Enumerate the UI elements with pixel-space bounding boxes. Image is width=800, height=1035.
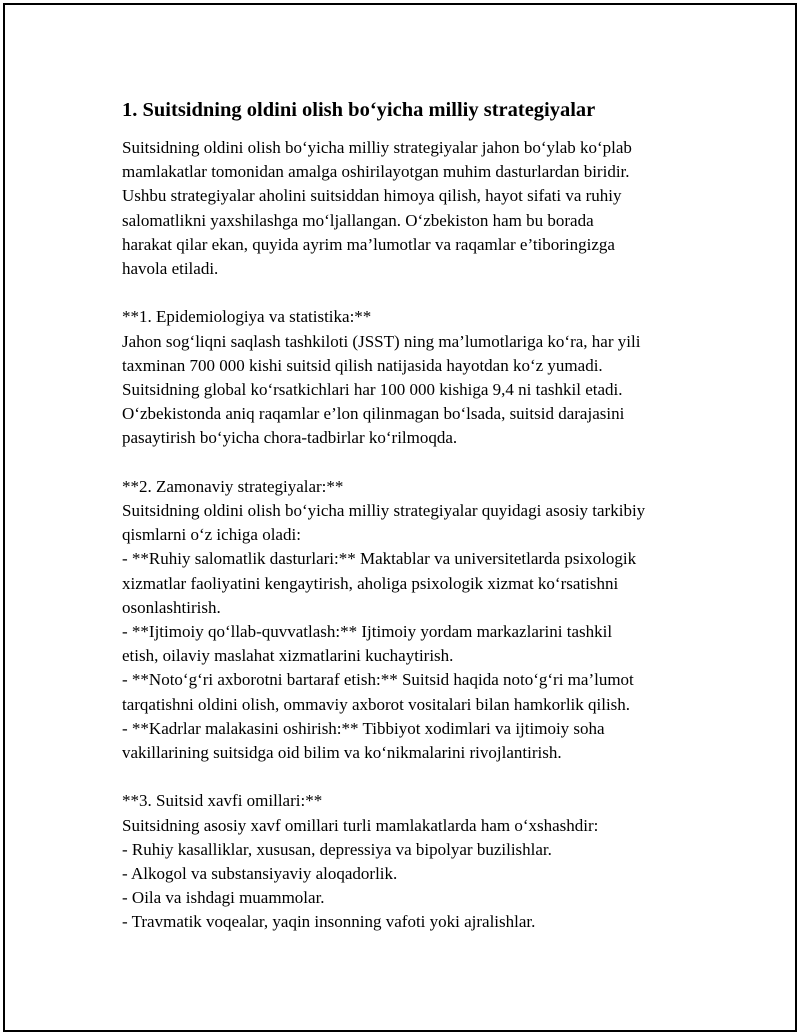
section-line: Suitsidning asosiy xavf omillari turli mamlakatlarda ham o‘xshashdir: <box>122 815 599 835</box>
intro-line: Suitsidning oldini olish bo‘yicha milliy strategiyalar jahon bo‘ylab ko‘plab <box>122 138 632 157</box>
intro-line: mamlakatlar tomonidan amalga oshirilayotgan muhim dasturlardan biridir. <box>122 162 630 182</box>
section-line: pasaytirish bo‘yicha chora-tadbirlar ko‘rilmoqda. <box>122 428 458 448</box>
list-item: - **Ijtimoiy qo‘llab-quvvatlash:** Ijtimoiy yordam markazlarini tashkil <box>122 622 613 642</box>
section-line: qismlarni o‘z ichiga oladi: <box>122 525 301 545</box>
section-strategies <box>122 475 702 765</box>
list-item: - **Noto‘g‘ri axborotni bartaraf etish:** Suitsid haqida noto‘g‘ri ma’lumot <box>122 670 634 690</box>
paragraph-spacer <box>122 451 702 475</box>
list-item-continuation: osonlashtirish. <box>122 597 221 617</box>
list-item-continuation: vakillarining suitsidga oid bilim va ko‘nikmalarini rivojlantirish. <box>122 743 562 763</box>
paragraph-spacer <box>122 281 702 305</box>
section-line: O‘zbekistonda aniq raqamlar e’lon qilinmagan bo‘lsada, suitsid darajasini <box>122 404 625 424</box>
section-line: Suitsidning global ko‘rsatkichlari har 100 000 kishiga 9,4 ni tashkil etadi. <box>122 380 623 400</box>
paragraph-spacer <box>122 765 702 789</box>
list-item-continuation: etish, oilaviy maslahat xizmatlarini kuchaytirish. <box>122 646 454 666</box>
page-border <box>3 3 797 1032</box>
intro-paragraph <box>122 136 702 281</box>
section-risk-factors <box>122 789 702 934</box>
intro-line: salomatlikni yaxshilashga mo‘ljallangan. O‘zbekiston ham bu borada <box>122 210 594 230</box>
section-line: Jahon sog‘liqni saqlash tashkiloti (JSST) ning ma’lumotlariga ko‘ra, har yili <box>122 331 641 351</box>
list-item: - Ruhiy kasalliklar, xususan, depressiya va bipolyar buzilishlar. <box>122 839 552 859</box>
section-heading: **1. Epidemiologiya va statistika:** <box>122 307 372 327</box>
intro-line: Ushbu strategiyalar aholini suitsiddan himoya qilish, hayot sifati va ruhiy <box>122 186 622 206</box>
list-item-continuation: xizmatlar faoliyatini kengaytirish, aholiga psixologik xizmat ko‘rsatishni <box>122 573 619 593</box>
list-item: - Alkogol va substansiyaviy aloqadorlik. <box>122 864 398 884</box>
section-heading: **3. Suitsid xavfi omillari:** <box>122 791 323 811</box>
section-line: taxminan 700 000 kishi suitsid qilish natijasida hayotdan ko‘z yumadi. <box>122 355 603 375</box>
section-epidemiology <box>122 305 702 450</box>
intro-line: harakat qilar ekan, quyida ayrim ma’lumotlar va raqamlar e’tiboringizga <box>122 234 615 254</box>
section-heading: **2. Zamonaviy strategiyalar:** <box>122 476 344 496</box>
list-item: - **Kadrlar malakasini oshirish:** Tibbiyot xodimlari va ijtimoiy soha <box>122 718 605 738</box>
list-item: - Travmatik voqealar, yaqin insonning vafoti yoki ajralishlar. <box>122 912 536 932</box>
section-line: Suitsidning oldini olish bo‘yicha milliy strategiyalar quyidagi asosiy tarkibiy <box>122 501 646 521</box>
document-title: 1. Suitsidning oldini olish bo‘yicha milliy strategiyalar <box>122 99 596 121</box>
list-item-continuation: tarqatishni oldini olish, ommaviy axborot vositalari bilan hamkorlik qilish. <box>122 694 631 714</box>
document-body <box>122 95 702 935</box>
list-item: - Oila va ishdagi muammolar. <box>122 888 325 908</box>
intro-line: havola etiladi. <box>122 259 219 279</box>
list-item: - **Ruhiy salomatlik dasturlari:** Maktablar va universitetlarda psixologik <box>122 549 637 569</box>
